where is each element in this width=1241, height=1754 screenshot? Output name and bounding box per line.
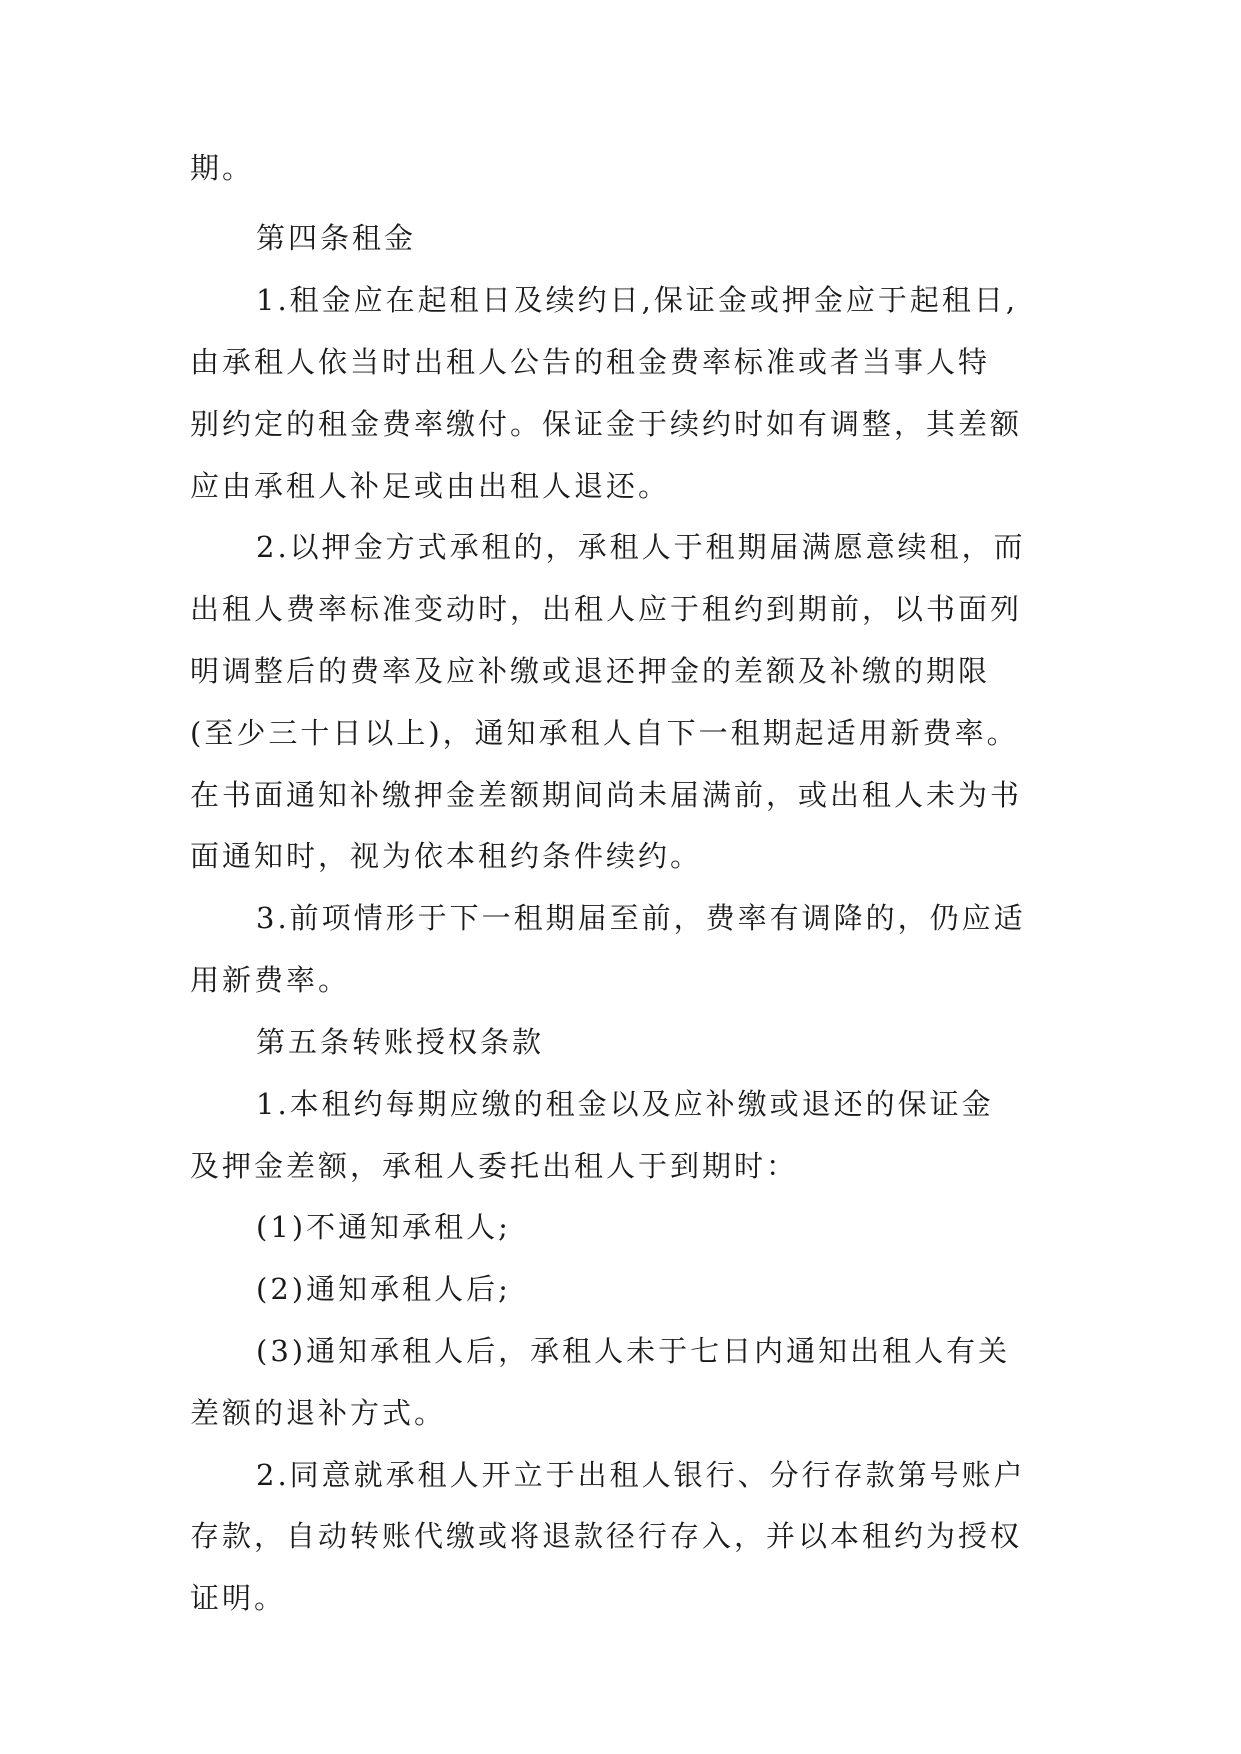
- text-line: 3.前项情形于下一租期届至前，费率有调降的，仍应适: [256, 901, 1026, 935]
- text-line: (1)不通知承租人;: [256, 1210, 511, 1244]
- text-line: 及押金差额，承租人委托出租人于到期时：: [190, 1149, 799, 1183]
- text-line: 差额的退补方式。: [190, 1396, 447, 1430]
- section-heading-article-5: 第五条转账授权条款: [256, 1025, 545, 1059]
- text-line: 在书面通知补缴押金差额期间尚未届满前，或出租人未为书: [190, 778, 1023, 812]
- text-line: 证明。: [190, 1581, 287, 1615]
- text-line: 1.租金应在起租日及续约日,保证金或押金应于起租日,: [256, 283, 1019, 317]
- text-line: (3)通知承租人后，承租人未于七日内通知出租人有关: [256, 1334, 1011, 1368]
- text-line: 面通知时，视为依本租约条件续约。: [190, 839, 703, 873]
- text-line: 期。: [190, 151, 255, 185]
- text-line: 明调整后的费率及应补缴或退还押金的差额及补缴的期限: [190, 654, 991, 688]
- section-heading-article-4: 第四条租金: [256, 221, 417, 255]
- text-line: 1.本租约每期应缴的租金以及应补缴或退还的保证金: [256, 1087, 994, 1121]
- text-line: 由承租人依当时出租人公告的租金费率标准或者当事人特: [190, 345, 991, 379]
- text-line: (2)通知承租人后;: [256, 1272, 511, 1306]
- text-line: 2.以押金方式承租的，承租人于租期届满愿意续租，而: [256, 530, 1026, 564]
- text-line: 出租人费率标准变动时，出租人应于租约到期前，以书面列: [190, 592, 1023, 626]
- text-line: 用新费率。: [190, 963, 351, 997]
- text-line: 应由承租人补足或由出租人退还。: [190, 469, 671, 503]
- text-line: (至少三十日以上)，通知承租人自下一租期起适用新费率。: [190, 716, 1019, 750]
- text-line: 别约定的租金费率缴付。保证金于续约时如有调整，其差额: [190, 407, 1023, 441]
- text-line: 存款，自动转账代缴或将退款径行存入，并以本租约为授权: [190, 1519, 1023, 1553]
- text-line: 2.同意就承租人开立于出租人银行、分行存款第号账户: [256, 1458, 1026, 1492]
